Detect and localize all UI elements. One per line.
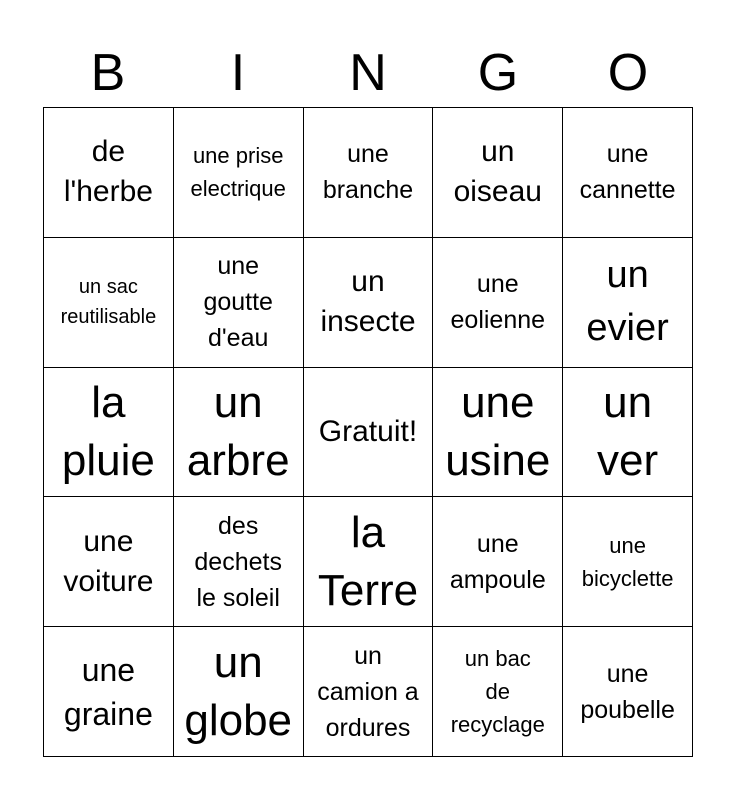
bingo-cell[interactable] [44,368,174,498]
cell-label: un sac reutilisable [60,276,157,329]
bingo-cell[interactable] [44,108,174,238]
cell-label: un bac de recyclage [450,646,545,738]
bingo-cell[interactable] [433,108,563,238]
bingo-header [43,40,693,106]
bingo-cell[interactable] [174,368,304,498]
cell-label: une branche [322,140,414,205]
bingo-cell[interactable] [174,238,304,368]
bingo-cell[interactable] [433,238,563,368]
header-letter-b: B [90,44,126,102]
bingo-cell[interactable] [304,108,434,238]
cell-label: un ver [597,377,659,485]
cell-label: une poubelle [580,659,675,724]
bingo-cell[interactable] [304,627,434,757]
bingo-cell[interactable] [563,627,693,757]
cell-label: de l'herbe [63,135,153,209]
cell-label: une eolienne [450,270,546,335]
bingo-cell[interactable] [433,368,563,498]
cell-label: une voiture [63,524,154,598]
cell-label: un arbre [186,377,290,485]
cell-label: une bicyclette [581,532,674,591]
cell-label: un oiseau [453,135,542,209]
bingo-cell[interactable] [174,497,304,627]
cell-label: une goutte d'eau [203,252,273,353]
bingo-cell[interactable] [563,108,693,238]
free-space-cell[interactable] [304,368,434,498]
bingo-cell[interactable] [304,238,434,368]
bingo-cell[interactable] [563,238,693,368]
header-letter-n: N [349,44,387,102]
cell-label: un camion a ordures [317,641,419,742]
bingo-cell[interactable] [44,497,174,627]
cell-label: un globe [184,637,293,745]
header-letter-i: I [230,44,246,102]
cell-label: une prise electrique [190,143,286,202]
cell-label: la pluie [61,377,155,485]
bingo-cell[interactable] [304,497,434,627]
bingo-cell[interactable] [563,497,693,627]
bingo-cell[interactable] [174,627,304,757]
cell-label: une graine [63,651,153,732]
cell-label: une ampoule [449,529,546,594]
bingo-cell[interactable] [433,497,563,627]
bingo-board [43,107,693,757]
header-letter-g: G [477,44,519,102]
cell-label: un evier [586,254,669,350]
cell-label: une cannette [579,140,676,205]
free-space-label: Gratuit! [318,414,418,448]
bingo-cell[interactable] [433,627,563,757]
cell-label: une usine [445,377,551,485]
bingo-cell[interactable] [44,627,174,757]
cell-label: un insecte [320,265,416,339]
bingo-cell[interactable] [44,238,174,368]
cell-label: des dechets le soleil [194,511,282,612]
bingo-cell[interactable] [563,368,693,498]
cell-label: la Terre [317,507,419,615]
header-letter-o: O [607,44,649,102]
bingo-cell[interactable] [174,108,304,238]
